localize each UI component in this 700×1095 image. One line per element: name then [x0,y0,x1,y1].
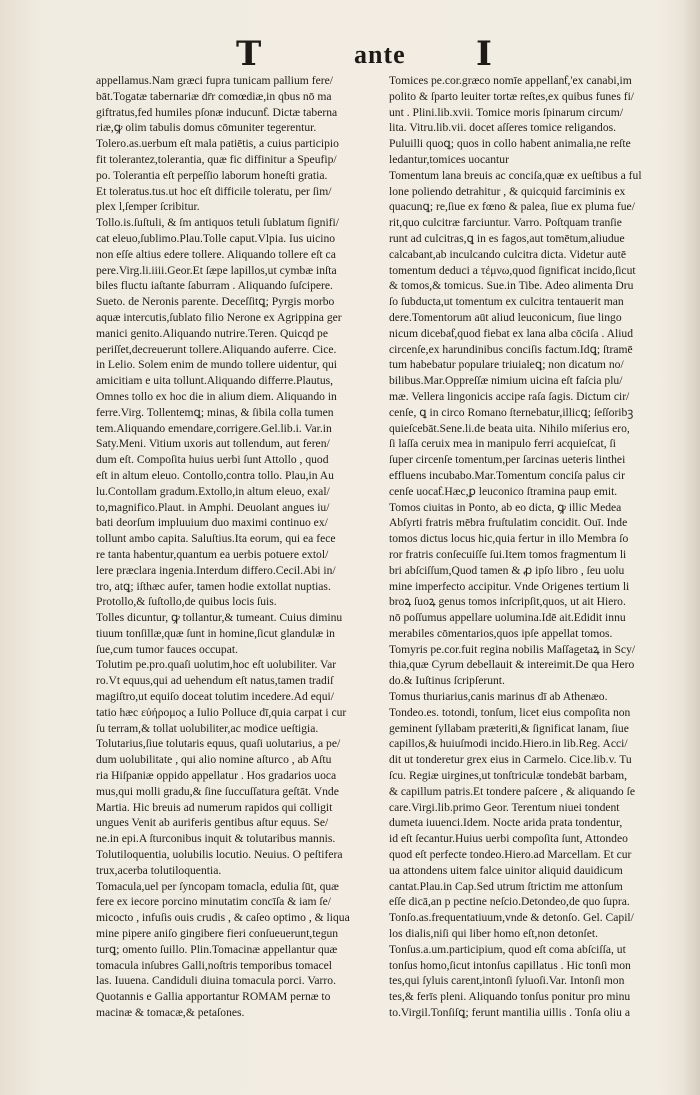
text-line: riæ,ꝙ olim tabulis domus cōmuniter tegerentur. [96,121,317,135]
text-line: fere ex iecore porcino minutatim concīſa & iam ſe/ [96,895,331,909]
text-line: pere.Virg.li.iiii.Geor.Et ſæpe lapillos,ut cymbæ inſta [96,263,337,277]
text-line: trux,acerba tolutiloquentia. [96,863,222,877]
text-line: Tolutiloquentia, uolubilis locutio. Neuius. O peſtifera [96,848,343,862]
text-line: turꝗ; omento ſuillo. Plin.Tomacinæ appellantur quæ [96,942,338,956]
text-line: cenſe, ꝗ in circo Romano ſternebatur,illicꝗ; ſeſſoribꝫ [389,405,634,419]
text-line: tatio hæc εὐήρομος a Iulio Polluce dī,quia carpat i cur [96,705,347,719]
text-line: ne.in epi.A ſturconibus inquit & tolutaribus mannis. [96,832,336,846]
text-line: tonſus homo,ſicut intonſus capillatus . Hic tonſi mon [389,958,631,972]
text-line: plex l,ſemper ſcribitur. [96,200,200,214]
text-line: Tomices pe.cor.græco nomīe appellanƭ,'ex canabi,im [389,74,632,87]
text-line: Tomacula,uel per ſyncopam tomacla, edulia ſūt, quæ [96,879,339,893]
text-line: macinæ & tomacæ,& petaſones. [96,1006,245,1020]
text-line: circenſe,ex harundinibus conciſis factum.Idꝗ; ſtramē [389,342,633,356]
text-line: micocto , infuſis ouis crudis , & caſeo optimo , & liqua [96,911,350,925]
text-line: Omnes tollo ex hoc die in alium diem. Aliquando in [96,389,337,403]
text-line: id eſt ſecantur.Huius uerbi compoſita ſunt, Attondeo [389,832,628,846]
text-line: los dialis,niſi qui liber homo eſt,non detonſet. [389,927,598,941]
text-line: tomos dictus locus hic,quia fertur in illo Membra ſo [389,532,629,546]
running-head-right-letter: I [476,34,492,74]
text-line: ro.Vt equus,qui ad uehendum eſt natus,tamen tradiſ [96,674,334,688]
text-line: tes,qui ſyluis carent,intonſi ſyluoſi.Var. Intonſi mon [389,974,625,988]
text-line: ria Hiſpaniæ oppido appellatur . Hos gradarios uoca [96,769,337,783]
text-line: ſu terram,& tollat uolubiliter,ac modice ueſtigia. [96,721,319,735]
text-line: Tondeo.es. totondi, tonſum, licet eius compoſita non [389,705,631,719]
text-line: Tolles dicuntur, ꝙ tollantur,& tumeant. Cuius diminu [96,611,343,625]
text-line: Tomus thuriarius,canis marinus dī ab Athenæo. [389,690,608,704]
text-line: lone poliendo detrahitur , & quicquid farciminis ex [389,184,626,198]
text-line: dum uolubilitate , qui alio nomine aſturco , ab Aſtu [96,753,332,767]
text-line: capillos,& huiuſmodi incido.Hiero.in lib.Reg. Acci/ [389,737,628,751]
text-line: to.Virgil.Tonſiſꝗ; ferunt mantilia uillis . Tonſa oliu a [389,1006,630,1020]
text-line: ſcu. Regiæ uirgines,ut tonſtriculæ tondebāt barbam, [389,769,628,783]
text-line: geminent ſyllabam præteriti,& ſignificat lanam, ſiue [389,721,629,735]
text-line: aquæ intercutis,ſublato filio Nerone ex Agrippina ger [96,310,342,324]
text-line: ua attondens uitem falce uinitor aliquid dauidicum [389,863,623,877]
text-line: cantat.Plau.in Cap.Sed utrum ſtrictim me attonſum [389,879,623,893]
text-line: giftratus,fed humiles pſonæ inducunƭ. Dictæ taberna [96,105,338,119]
text-line: bāt.Togatæ tabernariæ dr̄r comœdiæ,in qbus nō ma [96,89,332,103]
text-line: Tomentum lana breuis ac conciſa,quæ ex ueſtibus a ful [389,168,642,182]
text-line: tes,& ferīs pleni. Aliquando tonſus ponitur pro minu [389,990,631,1004]
text-line: Saty.Meni. Vitium uxoris aut tollendum, aut feren/ [96,437,330,451]
text-line: Quotannis e Gallia apportantur ROMAM pernæ to [96,990,331,1004]
text-line: biles fluctu iaſtante ſaburram . Aliquando ſuſcipere. [96,279,333,293]
text-line: appellamus.Nam græci fupra tunicam pallium fere/ [96,74,333,87]
text-line: Tonſus.a.um.participium, quod eſt coma abſciſſa, ut [389,942,626,956]
text-line: bilibus.Mar.Oppreſſæ nimium uicina eſt faſcia plu/ [389,374,623,388]
right-text-column [389,73,681,1021]
text-line: Sueto. de Neronis parente. Deceſſitꝗ; Pyrgis morbo [96,295,335,309]
text-line: las. Iuuena. Candiduli diuina tomacula porci. Varro. [96,974,336,988]
text-line: quacunꝗ; re,ſiue ex fœno & palea, ſiue ex pluma fue/ [389,200,635,214]
text-line: Tolero.as.uerbum eſt mala patiētis, a cuius participio [96,137,339,151]
text-line: unt . Plini.lib.xvii. Tomice moris ſpinarum circum/ [389,105,624,119]
text-line: merabiles cōmentarios,quos ipſe appellat tomos. [389,626,613,640]
text-line: care.Virgi.lib.primo Geor. Terentum niuei tondent [389,800,620,814]
text-line: runt ad culcitras,ꝗ in es fagos,aut tomētum,aliudue [389,231,625,245]
text-line: lu.Contollam gradum.Extollo,in altum eleuo, exal/ [96,484,330,498]
text-line: ferre.Virg. Tollentemꝗ; minas, & ſibila colla tumen [96,405,334,419]
text-line: Abſyrti fratris mēbra fruſtulatim concidit. Ouī. Inde [389,516,628,530]
text-line: in Lelio. Solem enim de mundo tollere uidentur, qui [96,358,338,372]
text-line: bri abſciſſum,Quod tamen & ꝓ ipſo libro , ſeu uolu [389,563,625,577]
text-line: magiſtro,ut equiſo doceat tolutim incedere.Ad equi/ [96,690,334,704]
text-line: tum habebatur populare triuialeꝗ; non dicatum no/ [389,358,624,372]
text-line: tem.Aliquando emendare,corrigere.Gel.lib.i. Var.in [96,421,332,435]
running-head-left-letter: T [236,34,262,74]
text-line: rit,quo culcitræ farciuntur. Varro. Poſtquam tranſie [389,216,622,230]
text-line: & capillum patris.Et tondere paſcere , & aliquando ſe [389,784,635,798]
text-line: cat eleuo,ſublimo.Plau.Tolle caput.Vlpia. Ius uicino [96,231,336,245]
text-line: dum eſt. Compoſita huius uerbi ſunt Attollo , quod [96,453,329,467]
text-line: amicitiam e uita tollunt.Aliquando differre.Plautus, [96,374,334,388]
text-line: Martia. Hic breuis ad numerum rapidos qui colligit [96,800,333,814]
text-line: Puluilli quoꝗ; quos in collo habent animalia,ne reſte [389,137,631,151]
text-line: do.& Iuſtinus ſcripſerunt. [389,674,505,688]
page-edge-shadow [682,0,700,1095]
text-line: re tanta habentur,quantum ea uerbis potuere extol/ [96,547,329,561]
text-line: & tomos,& tomicus. Sue.in Tibe. Adeo alimenta Dru [389,279,634,293]
running-head-word: ante [354,40,406,69]
text-line: tomentum deduci a τέμνω,quod ſignificat incido,ſicut [389,263,636,277]
text-line: tro, atꝗ; iſthæc aufer, tamen hodie extollat nuptias. [96,579,331,593]
text-line: polito & ſparto leuiter tortæ reſtes,ex quibus funes fi/ [389,89,635,103]
text-line: mus,qui molli gradu,& ſine ſuccuſſatura geſtāt. Vnde [96,784,339,798]
text-line: Tomos ciuitas in Ponto, ab eo dicta, ꝙ illic Medea [389,500,622,514]
text-line: dumeta iuuenci.Idem. Nocte arida prata tondentur, [389,816,623,830]
text-line: manici genito.Aliquando nutrire.Teren. Quicqd pe [96,326,328,340]
text-line: mæ. Vellera lingonicis accipe raſa ſagis. Dictum cir/ [389,389,630,403]
text-line: tollunt ambo capita. Saluſtius.Ita eorum, qui ea fece [96,532,336,546]
text-line: nō poſſumus appellare uolumina.Idē ait.Edidit innu [389,611,626,625]
text-line: mine pipere aniſo gingibere fieri conſueuerunt,tegun [96,927,339,941]
text-line: ungues Venit ab auriferis gentibus aſtur equus. Se/ [96,816,329,830]
text-line: ſo ſubducta,ut tomentum ex culcitra tentauerit man [389,295,624,309]
text-line: Tolutarius,ſiue tolutaris equus, quaſi uolutarius, a pe/ [96,737,341,751]
text-line: eſt in altum eleuo. Contollo,contra tollo. Plau,in Au [96,468,334,482]
text-line: Tollo.is.ſuſtuli, & ſm antiquos tetuli ſublatum ſignifi/ [96,216,339,230]
text-line: Tomyris pe.cor.fuit regina nobilis Maſſagetaꝝ in Scy/ [389,642,636,656]
text-line: eſſe dicā,an p pectine neſcio.Detondeo,de quo ſupra. [389,895,630,909]
text-line: ror fratris conſecuiſſe ſui.Item tomos fragmentum li [389,547,627,561]
text-line: po. Tolerantia eſt perpeſſio laborum honeſti gratia. [96,168,328,182]
text-line: mine imperfecto accipitur. Vnde Origenes tertium li [389,579,630,593]
text-line: fit tolerantez,tolerantia, quæ fic diffinitur a Speufip/ [96,152,337,166]
text-line: Et toleratus.tus.ut hoc eſt difficile toleratu, per ſim/ [96,184,332,198]
text-line: Protollo,& ſuſtollo,de quibus locis ſuis. [96,595,277,609]
text-line: ledantur,tomices uocantur [389,152,509,166]
text-line: bati deorſum impluuium duo maximi continuo ex/ [96,516,328,530]
text-line: dere.Tomentorum aūt aliud leuconicum, ſiue lingo [389,310,622,324]
text-line: lere præclara ingenia.Interdum differo.Cecil.Abi in/ [96,563,336,577]
text-line: ſuper circenſe tomentum,per ſarcinas ueteris linthei [389,453,626,467]
text-line: effluens incubabo.Mar.Tomentum conciſa palus cir [389,468,625,482]
text-line: broꝝ ſuoꝝ genus tomos inſcripſit,quos, ut ait Hiero. [389,595,626,609]
text-line: ſue,cum tumor fauces occupat. [96,642,238,656]
text-line: dit ut tonderetur grex eius in Carmelo. Cice.lib.v. Tu [389,753,632,767]
running-head [0,34,700,74]
text-line: quod eſt perfecte tondeo.Hiero.ad Marcellam. Et cur [389,848,632,862]
text-line: to,magnifico.Plaut. in Amphi. Deuolant angues iu/ [96,500,330,514]
text-line: periſſet,decreuerunt tollere.Aliquando auferre. Cice. [96,342,337,356]
text-line: Tolutim pe.pro.quaſi uolutim,hoc eſt uolubiliter. Var [96,658,337,672]
text-line: nicum dicebaƭ,quod fiebat ex lana alba cōciſa . Aliud [389,326,634,340]
text-line: Tonſo.as.frequentatiuum,vnde & detonſo. Gel. Capil/ [389,911,634,925]
text-line: lita. Vitru.lib.vii. docet aſſeres tomice religandos. [389,121,617,135]
text-line: ſi laſſa ceruix mea in manipulo ferri acquieſcat, ſi [389,437,616,451]
text-line: cenſe uocaƭ.Hæc,ꝑ leuconico ſtramina paup emit. [389,484,618,498]
text-line: tiuum tonſillæ,quæ ſunt in homine,ſicut glandulæ in [96,626,335,640]
text-line: non eſſe altius edere tollere. Aliquando tollere eſt ca [96,247,336,261]
text-line: tomacula inſubres Galli,noſtris temporibus tomacel [96,958,333,972]
text-line: calcabant,ab inculcando culcitra dicta. Videtur autē [389,247,626,261]
left-text-column [96,73,386,1021]
text-line: quieſcebāt.Sene.li.de beata uita. Nihilo miſerius ero, [389,421,630,435]
text-line: thia,quæ Cyrum debellauit & intereimit.De qua Hero [389,658,635,672]
